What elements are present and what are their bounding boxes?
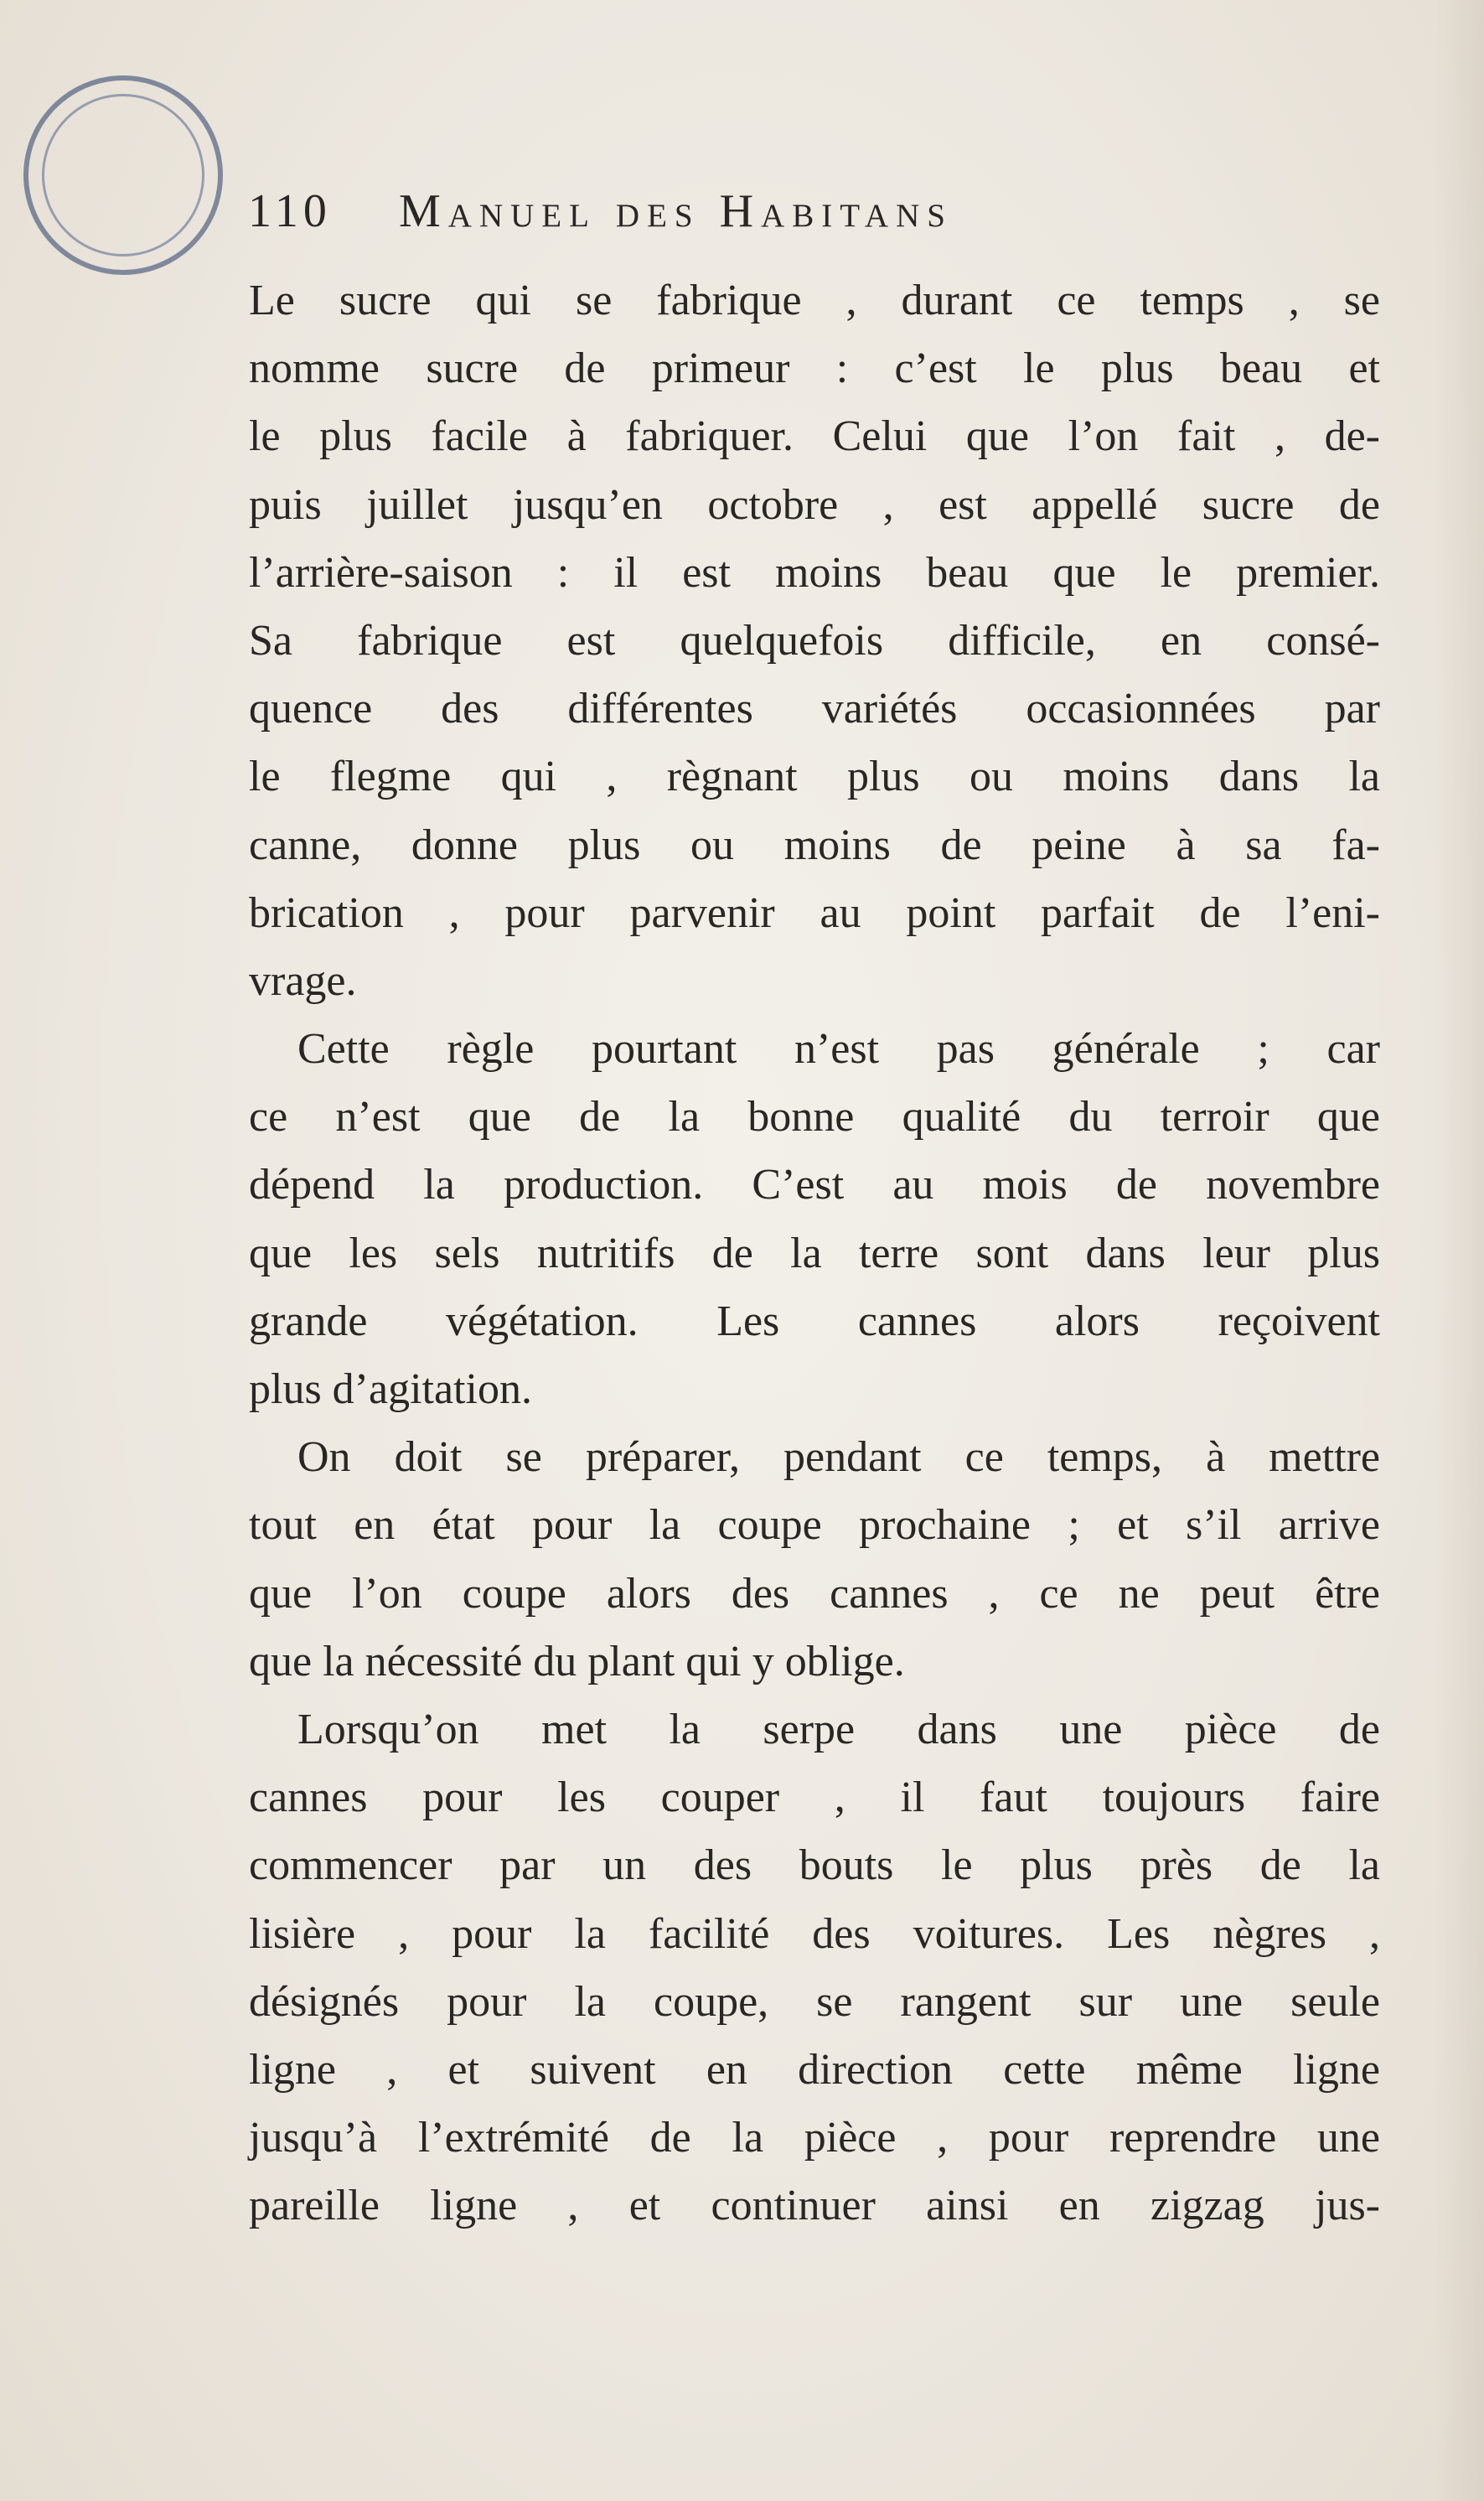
text-line: ligne , et suivent en direction cette même ligne [249,2045,1380,2094]
text-line: brication , pour parvenir au point parfait de l’eni- [249,888,1380,937]
text-line: commencer par un des bouts le plus près de la [249,1841,1380,1890]
text-line: nomme sucre de primeur : c’est le plus beau et [249,344,1380,393]
text-line: canne, donne plus ou moins de peine à sa fa- [249,821,1380,869]
text-line: quence des différentes variétés occasionnées par [249,685,1380,733]
library-stamp [0,40,258,310]
text-line: puis juillet jusqu’en octobre , est appellé sucre de [249,480,1380,529]
text-line: l’arrière-saison : il est moins beau que le premier. [249,548,1380,597]
text-line: Le sucre qui se fabrique , durant ce temps , se [249,277,1380,324]
text-line: On doit se préparer, pendant ce temps, à mettre [297,1433,1380,1482]
page-number: 110 [248,185,332,237]
text-line: lisière , pour la facilité des voitures. Les nègres , [249,1909,1380,1958]
text-line: dépend la production. C’est au mois de novembre [249,1161,1380,1209]
running-title: Manuel des Habitans [399,185,953,237]
text-line: que la nécessité du plant qui y oblige. [249,1637,905,1685]
text-line: le flegme qui , règnant plus ou moins dans la [249,753,1380,801]
text-line: jusqu’à l’extrémité de la pièce , pour reprendre une [249,2114,1380,2162]
text-line: que l’on coupe alors des cannes , ce ne peut être [249,1569,1380,1618]
body-text [249,267,1380,2240]
text-line: que les sels nutritifs de la terre sont dans leur plus [249,1229,1380,1277]
text-line: Cette règle pourtant n’est pas générale ; car [297,1025,1380,1074]
text-line: Sa fabrique est quelquefois difficile, en consé- [249,616,1380,665]
running-head [248,184,1254,243]
text-line: le plus facile à fabriquer. Celui que l’on fait , de- [249,412,1380,461]
text-line: désignés pour la coupe, se rangent sur une seule [249,1977,1380,2026]
text-line: tout en état pour la coupe prochaine ; et s’il arrive [249,1501,1380,1550]
text-line: plus d’agitation. [249,1365,532,1413]
text-line: vrage. [249,956,357,1005]
text-line: ce n’est que de la bonne qualité du terroir que [249,1093,1380,1142]
text-line: Lorsqu’on met la serpe dans une pièce de [297,1705,1380,1753]
text-line: pareille ligne , et continuer ainsi en zigzag jus- [249,2182,1380,2230]
text-line: grande végétation. Les cannes alors reçoivent [249,1297,1380,1345]
text-line: cannes pour les couper , il faut toujours faire [249,1773,1380,1822]
page-edge-shadow [1434,0,1484,2501]
